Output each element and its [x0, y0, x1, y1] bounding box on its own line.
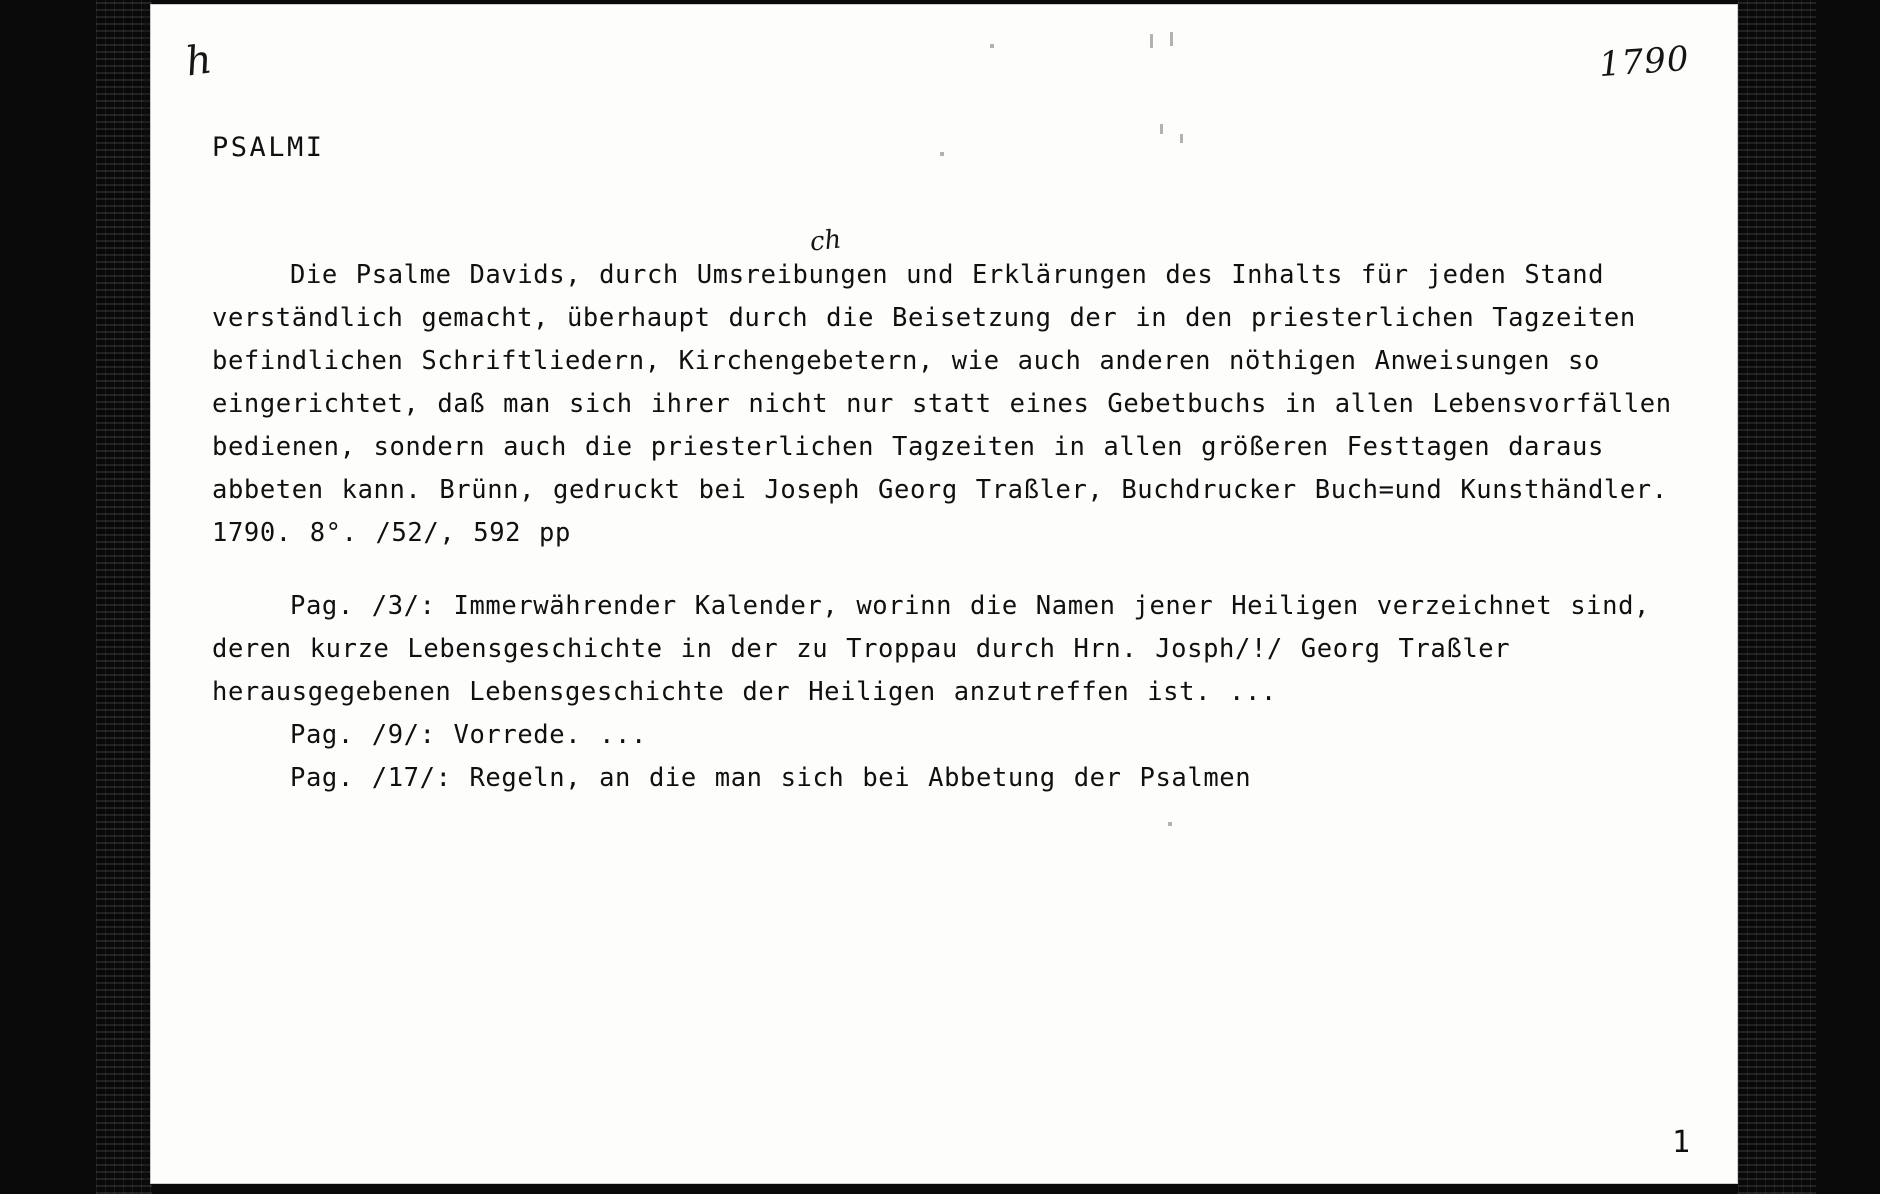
bibliographic-description-text: Die Psalme Davids, durch Umsreibungen und Erklärungen des Inhalts für jeden Stand verständlich gemacht, überhaupt durch die Beisetzung der in den priesterlichen Tagzeiten befindlichen Schriftliedern, Kirchengebetern, wie auch anderen nöthigen Anweisungen so eingerichtet, daß man sich ihrer nicht nur statt eines Gebetbuchs in allen Lebensvorfällen bedienen, sondern auch die priesterlichen Tagzeiten in allen größeren Festtagen daraus abbeten kann. Brünn, gedruckt bei Joseph Georg Traßler, Buchdrucker Buch=und Kunsthändler. 1790. 8°. /52/, 592 pp	[212, 260, 1690, 548]
scan-speckle	[1180, 134, 1183, 143]
contents-line	[212, 714, 1672, 757]
contents-paragraph-text: Pag. /3/: Immerwährender Kalender, worinn die Namen jener Heiligen verzeichnet sind, deren kurze Lebensgeschichte in der zu Troppau durch Hrn. Josph/!/ Georg Traßler herausgegebenen Lebensgeschichte der Heiligen anzutreffen ist. ...	[212, 591, 1668, 707]
scan-speckle	[990, 44, 994, 48]
scan-right-margin-noise	[1738, 0, 1816, 1194]
bibliographic-description	[212, 254, 1690, 555]
scan-speckle	[1170, 32, 1173, 46]
handwritten-year-mark: 1790	[1598, 38, 1692, 86]
handwritten-correction-mark: ch	[808, 224, 843, 258]
handwritten-initial-mark: h	[182, 36, 215, 86]
page-number: 1	[1671, 1125, 1690, 1160]
document-page	[150, 4, 1738, 1184]
scan-speckle	[1150, 34, 1153, 48]
entry-headword: PSALMI	[212, 132, 325, 163]
contents-line-text: Pag. /9/: Vorrede. ...	[290, 720, 647, 750]
scan-speckle	[1160, 124, 1163, 134]
scan-speckle	[940, 152, 944, 156]
contents-line-text: Pag. /17/: Regeln, an die man sich bei Abbetung der Psalmen	[290, 763, 1252, 793]
contents-paragraph	[212, 585, 1672, 714]
contents-line	[212, 757, 1672, 800]
entry-body	[212, 254, 1690, 800]
scan-speckle	[1168, 822, 1172, 826]
